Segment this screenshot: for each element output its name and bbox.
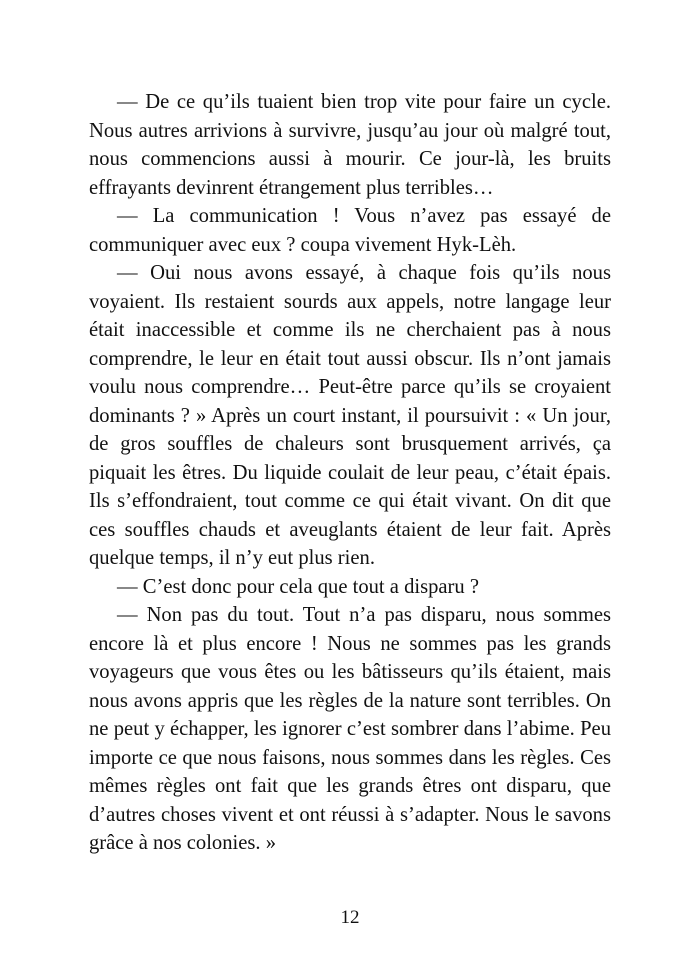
paragraph: — Non pas du tout. Tout n’a pas disparu, nous sommes encore là et plus encore ! Nous ne sommes pas les grands voyageurs que vous êtes ou les bâtisseurs qu’ils étaient, mais nous avons appris que les règles de la nature sont terribles. On ne peut y échapper, les ignorer c’est sombrer dans l’abime. Peu importe ce que nous faisons, nous sommes dans les règles. Ces mêmes règles ont fait que les grands êtres ont disparu, que d’autres choses vivent et ont réussi à s’adapter. Nous le savons grâce à nos colonies. » <box>89 604 611 854</box>
page-number: 12 <box>340 907 360 928</box>
paragraph: — C’est donc pour cela que tout a disparu ? <box>117 575 479 598</box>
paragraph: — De ce qu’ils tuaient bien trop vite pour faire un cycle. Nous autres arrivions à survivre, jusqu’au jour où malgré tout, nous commencions aussi à mourir. Ce jour-là, les bruits effrayants devinrent étrangement plus terribles… <box>89 91 611 199</box>
paragraph: — La communication ! Vous n’avez pas essayé de communiquer avec eux ? coupa vivement Hyk-Lèh. <box>89 205 611 256</box>
paragraph: — Oui nous avons essayé, à chaque fois qu’ils nous voyaient. Ils restaient sourds aux appels, notre langage leur était inaccessible et comme ils ne cherchaient pas à nous comprendre, le leur en était tout aussi obscur. Ils n’ont jamais voulu nous comprendre… Peut-être parce qu’ils se croyaient dominants ? » Après un court instant, il poursuivit : « Un jour, de gros souffles de chaleurs sont brusquement arrivés, ça piquait les êtres. Du liquide coulait de leur peau, c’était épais. Ils s’effondraient, tout comme ce qui était vivant. On dit que ces souffles chauds et aveuglants étaient de leur fait. Après quelque temps, il n’y eut plus rien. <box>89 262 611 569</box>
page-body <box>89 88 611 858</box>
